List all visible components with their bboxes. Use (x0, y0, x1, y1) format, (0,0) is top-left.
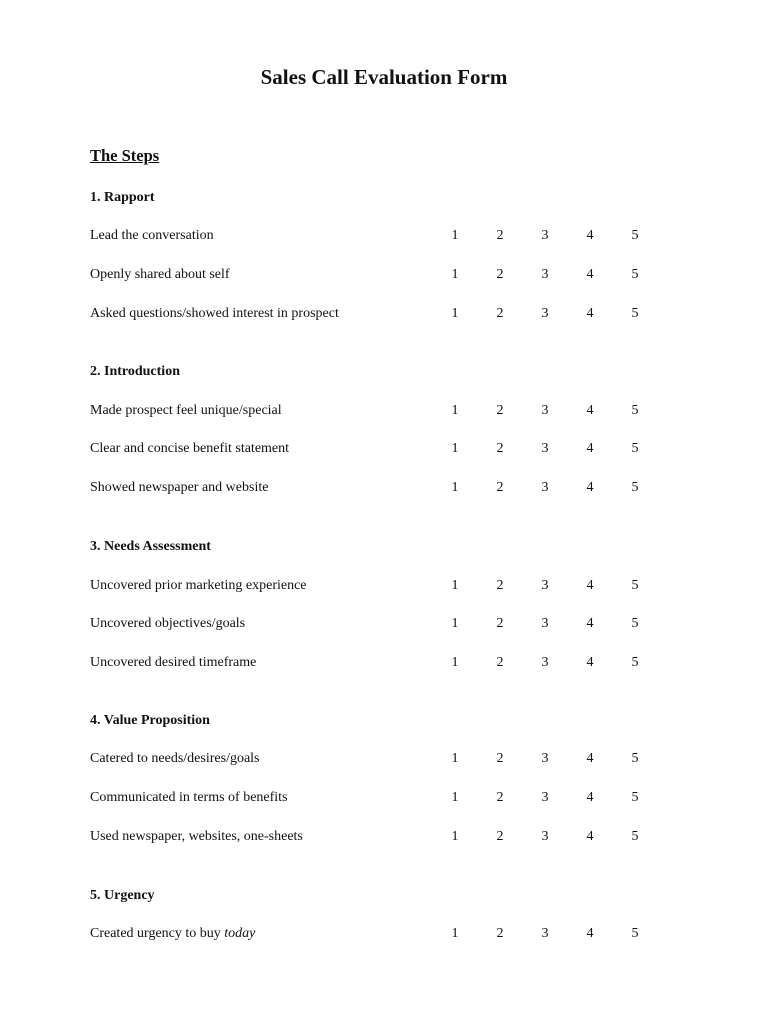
score-option-4[interactable]: 4 (586, 267, 594, 282)
score-option-4[interactable]: 4 (586, 578, 594, 593)
criterion-row (90, 749, 690, 769)
section-heading: The Steps (90, 146, 160, 165)
criterion-row (90, 439, 690, 459)
criterion-label: Showed newspaper and website (90, 480, 269, 495)
score-option-1[interactable]: 1 (451, 790, 459, 805)
score-option-3[interactable]: 3 (541, 441, 549, 456)
criterion-row (90, 401, 690, 421)
criterion-row (90, 827, 690, 847)
criterion-row (90, 304, 690, 324)
score-option-1[interactable]: 1 (451, 441, 459, 456)
score-option-5[interactable]: 5 (631, 790, 639, 805)
score-option-4[interactable]: 4 (586, 403, 594, 418)
score-option-5[interactable]: 5 (631, 480, 639, 495)
score-option-4[interactable]: 4 (586, 441, 594, 456)
score-option-4[interactable]: 4 (586, 306, 594, 321)
score-option-3[interactable]: 3 (541, 480, 549, 495)
criterion-label: Lead the conversation (90, 228, 214, 243)
step-title-needs-assessment: 3. Needs Assessment (90, 539, 211, 554)
score-option-1[interactable]: 1 (451, 829, 459, 844)
score-option-5[interactable]: 5 (631, 926, 639, 941)
score-option-5[interactable]: 5 (631, 655, 639, 670)
score-option-3[interactable]: 3 (541, 578, 549, 593)
score-option-2[interactable]: 2 (496, 228, 504, 243)
score-option-5[interactable]: 5 (631, 578, 639, 593)
criterion-label: Catered to needs/desires/goals (90, 751, 260, 766)
score-option-3[interactable]: 3 (541, 751, 549, 766)
score-option-2[interactable]: 2 (496, 578, 504, 593)
criterion-label: Clear and concise benefit statement (90, 441, 290, 456)
score-option-2[interactable]: 2 (496, 306, 504, 321)
criterion-label: Openly shared about self (90, 267, 230, 282)
score-option-1[interactable]: 1 (451, 403, 459, 418)
criterion-row (90, 653, 690, 673)
criterion-label: Communicated in terms of benefits (90, 790, 288, 805)
score-option-3[interactable]: 3 (541, 655, 549, 670)
score-option-2[interactable]: 2 (496, 267, 504, 282)
criterion-label: Uncovered desired timeframe (90, 655, 257, 670)
score-option-3[interactable]: 3 (541, 829, 549, 844)
criterion-row (90, 478, 690, 498)
page-title: Sales Call Evaluation Form (260, 65, 508, 89)
score-option-3[interactable]: 3 (541, 616, 549, 631)
score-option-3[interactable]: 3 (541, 228, 549, 243)
score-option-1[interactable]: 1 (451, 306, 459, 321)
score-option-1[interactable]: 1 (451, 926, 459, 941)
criterion-row (90, 614, 690, 634)
criterion-row (90, 226, 690, 246)
score-option-5[interactable]: 5 (631, 267, 639, 282)
criterion-row (90, 265, 690, 285)
criterion-row (90, 576, 690, 596)
criterion-label: Asked questions/showed interest in prospect (90, 306, 339, 321)
score-option-2[interactable]: 2 (496, 480, 504, 495)
score-option-3[interactable]: 3 (541, 267, 549, 282)
score-option-1[interactable]: 1 (451, 751, 459, 766)
criterion-row (90, 788, 690, 808)
score-option-4[interactable]: 4 (586, 751, 594, 766)
criterion-label: Used newspaper, websites, one-sheets (90, 829, 303, 844)
score-option-4[interactable]: 4 (586, 790, 594, 805)
score-option-1[interactable]: 1 (451, 616, 459, 631)
score-option-1[interactable]: 1 (451, 480, 459, 495)
score-option-1[interactable]: 1 (451, 655, 459, 670)
score-option-4[interactable]: 4 (586, 829, 594, 844)
score-option-2[interactable]: 2 (496, 829, 504, 844)
step-title-urgency: 5. Urgency (90, 888, 155, 903)
score-option-2[interactable]: 2 (496, 926, 504, 941)
score-option-5[interactable]: 5 (631, 751, 639, 766)
score-option-5[interactable]: 5 (631, 306, 639, 321)
score-option-1[interactable]: 1 (451, 267, 459, 282)
score-option-2[interactable]: 2 (496, 790, 504, 805)
score-option-3[interactable]: 3 (541, 790, 549, 805)
score-option-2[interactable]: 2 (496, 441, 504, 456)
score-option-4[interactable]: 4 (586, 926, 594, 941)
score-option-3[interactable]: 3 (541, 926, 549, 941)
score-option-5[interactable]: 5 (631, 616, 639, 631)
score-option-5[interactable]: 5 (631, 441, 639, 456)
score-option-5[interactable]: 5 (631, 228, 639, 243)
score-option-2[interactable]: 2 (496, 403, 504, 418)
score-option-2[interactable]: 2 (496, 616, 504, 631)
score-option-1[interactable]: 1 (451, 228, 459, 243)
score-option-4[interactable]: 4 (586, 480, 594, 495)
step-title-value-proposition: 4. Value Proposition (90, 713, 210, 728)
score-option-5[interactable]: 5 (631, 829, 639, 844)
score-option-4[interactable]: 4 (586, 228, 594, 243)
criterion-label: Uncovered prior marketing experience (90, 578, 307, 593)
step-title-rapport: 1. Rapport (90, 190, 155, 205)
score-option-4[interactable]: 4 (586, 616, 594, 631)
score-option-2[interactable]: 2 (496, 655, 504, 670)
criterion-label: Created urgency to buy today (90, 926, 256, 941)
score-option-1[interactable]: 1 (451, 578, 459, 593)
score-option-5[interactable]: 5 (631, 403, 639, 418)
score-option-3[interactable]: 3 (541, 306, 549, 321)
criterion-label: Uncovered objectives/goals (90, 616, 246, 631)
criterion-label: Made prospect feel unique/special (90, 403, 282, 418)
score-option-3[interactable]: 3 (541, 403, 549, 418)
criterion-row (90, 924, 690, 944)
score-option-2[interactable]: 2 (496, 751, 504, 766)
step-title-introduction: 2. Introduction (90, 364, 180, 379)
score-option-4[interactable]: 4 (586, 655, 594, 670)
